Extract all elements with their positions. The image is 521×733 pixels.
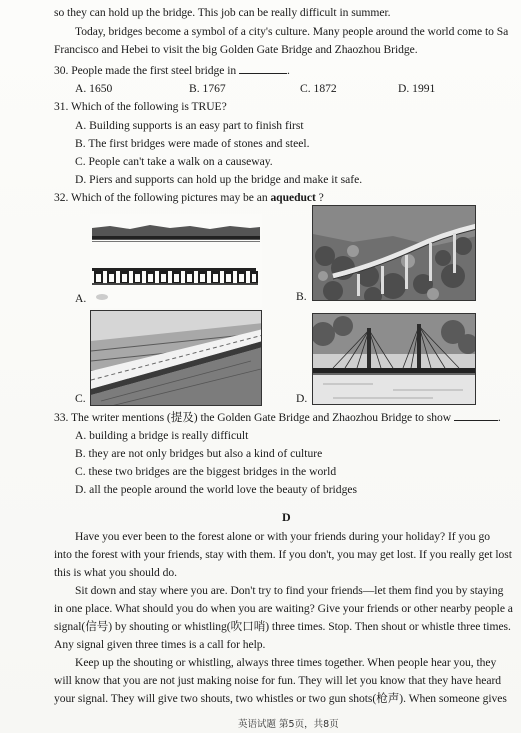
q32-stem <box>54 191 324 205</box>
section-d-heading: D <box>282 510 291 524</box>
q33-stem-text: 33. The writer mentions (提及) the Golden Gate Bridge and Zhaozhou Bridge to show <box>54 411 452 424</box>
q33-option-b[interactable]: B. they are not only bridges but also a kind of culture <box>75 447 323 460</box>
passage-line: into the forest with your friends, stay with them. If you don't, you may get lost. If you really get lost <box>54 548 512 561</box>
q33-stem <box>54 411 501 425</box>
q30-stem-text: 30. People made the first steel bridge in <box>54 64 237 77</box>
picture-d[interactable] <box>312 313 476 405</box>
cable-bridge-image <box>313 314 476 405</box>
viaduct-image <box>313 206 476 301</box>
picture-c-label[interactable]: C. <box>75 392 86 405</box>
q30-option-c[interactable]: C. 1872 <box>300 82 337 95</box>
intro-line-2: Today, bridges become a symbol of a city's culture. Many people around the world come to Sa <box>75 25 509 38</box>
q32-stem-keyword: aqueduct <box>270 191 316 204</box>
picture-b[interactable] <box>312 205 476 301</box>
passage-line: this is what you should do. <box>54 566 177 579</box>
passage-line: your signal. They will give two shouts, two whistles or two gun shots(枪声). When someone gives <box>54 692 507 705</box>
intro-line-3: Francisco and Hebei to visit the big Golden Gate Bridge and Zhaozhou Bridge. <box>54 43 418 56</box>
q30-option-b[interactable]: B. 1767 <box>189 82 226 95</box>
intro-line-1: so they can hold up the bridge. This job can be really difficult in summer. <box>54 6 391 19</box>
passage-line: Sit down and stay where you are. Don't try to find your friends—let them find you by staying <box>75 584 504 597</box>
q30-option-a[interactable]: A. 1650 <box>75 82 113 95</box>
q33-option-d[interactable]: D. all the people around the world love the beauty of bridges <box>75 483 358 496</box>
q33-answer-blank[interactable] <box>454 411 498 421</box>
page-footer: 英语试题 第5页，共8页 <box>238 719 339 730</box>
q31-stem: 31. Which of the following is TRUE? <box>54 100 227 113</box>
picture-a[interactable] <box>90 214 262 308</box>
q30-stem <box>54 64 290 78</box>
q31-option-a[interactable]: A. Building supports is an easy part to finish first <box>75 119 304 132</box>
aqueduct-arches-image <box>90 214 262 308</box>
q32-stem-text: 32. Which of the following pictures may be an <box>54 191 271 204</box>
causeway-image <box>91 311 262 406</box>
q31-option-d[interactable]: D. Piers and supports can hold up the bridge and make it safe. <box>75 173 363 186</box>
passage-line: Have you ever been to the forest alone or with your friends during your holiday? If you go <box>75 530 491 543</box>
q30-option-d[interactable]: D. 1991 <box>398 82 436 95</box>
passage-line: signal(信号) by shouting or whistling(吹口哨) three times. Stop. Then shout or whistle three times. <box>54 620 511 633</box>
q33-option-a[interactable]: A. building a bridge is really difficult <box>75 429 249 442</box>
picture-a-label[interactable]: A. <box>75 292 87 305</box>
picture-d-label[interactable]: D. <box>296 392 308 405</box>
q31-option-c[interactable]: C. People can't take a walk on a causeway. <box>75 155 273 168</box>
passage-line: will know that you are not just making noise for fun. They will let you know that they have heard <box>54 674 502 687</box>
passage-line: Any signal given three times is a call for help. <box>54 638 266 651</box>
picture-b-label[interactable]: B. <box>296 290 307 303</box>
q33-option-c[interactable]: C. these two bridges are the biggest bridges in the world <box>75 465 337 478</box>
passage-line: Keep up the shouting or whistling, always three times together. When people hear you, they <box>75 656 497 669</box>
q30-answer-blank[interactable] <box>239 64 287 74</box>
q31-option-b[interactable]: B. The first bridges were made of stones and steel. <box>75 137 310 150</box>
q33-stem-end: . <box>497 411 501 424</box>
picture-c[interactable] <box>90 310 262 406</box>
passage-line: in one place. What should you do when you are waiting? Give your friends or other nearby people a <box>54 602 513 615</box>
q32-stem-end: ? <box>315 191 324 204</box>
q30-stem-end: . <box>286 64 290 77</box>
